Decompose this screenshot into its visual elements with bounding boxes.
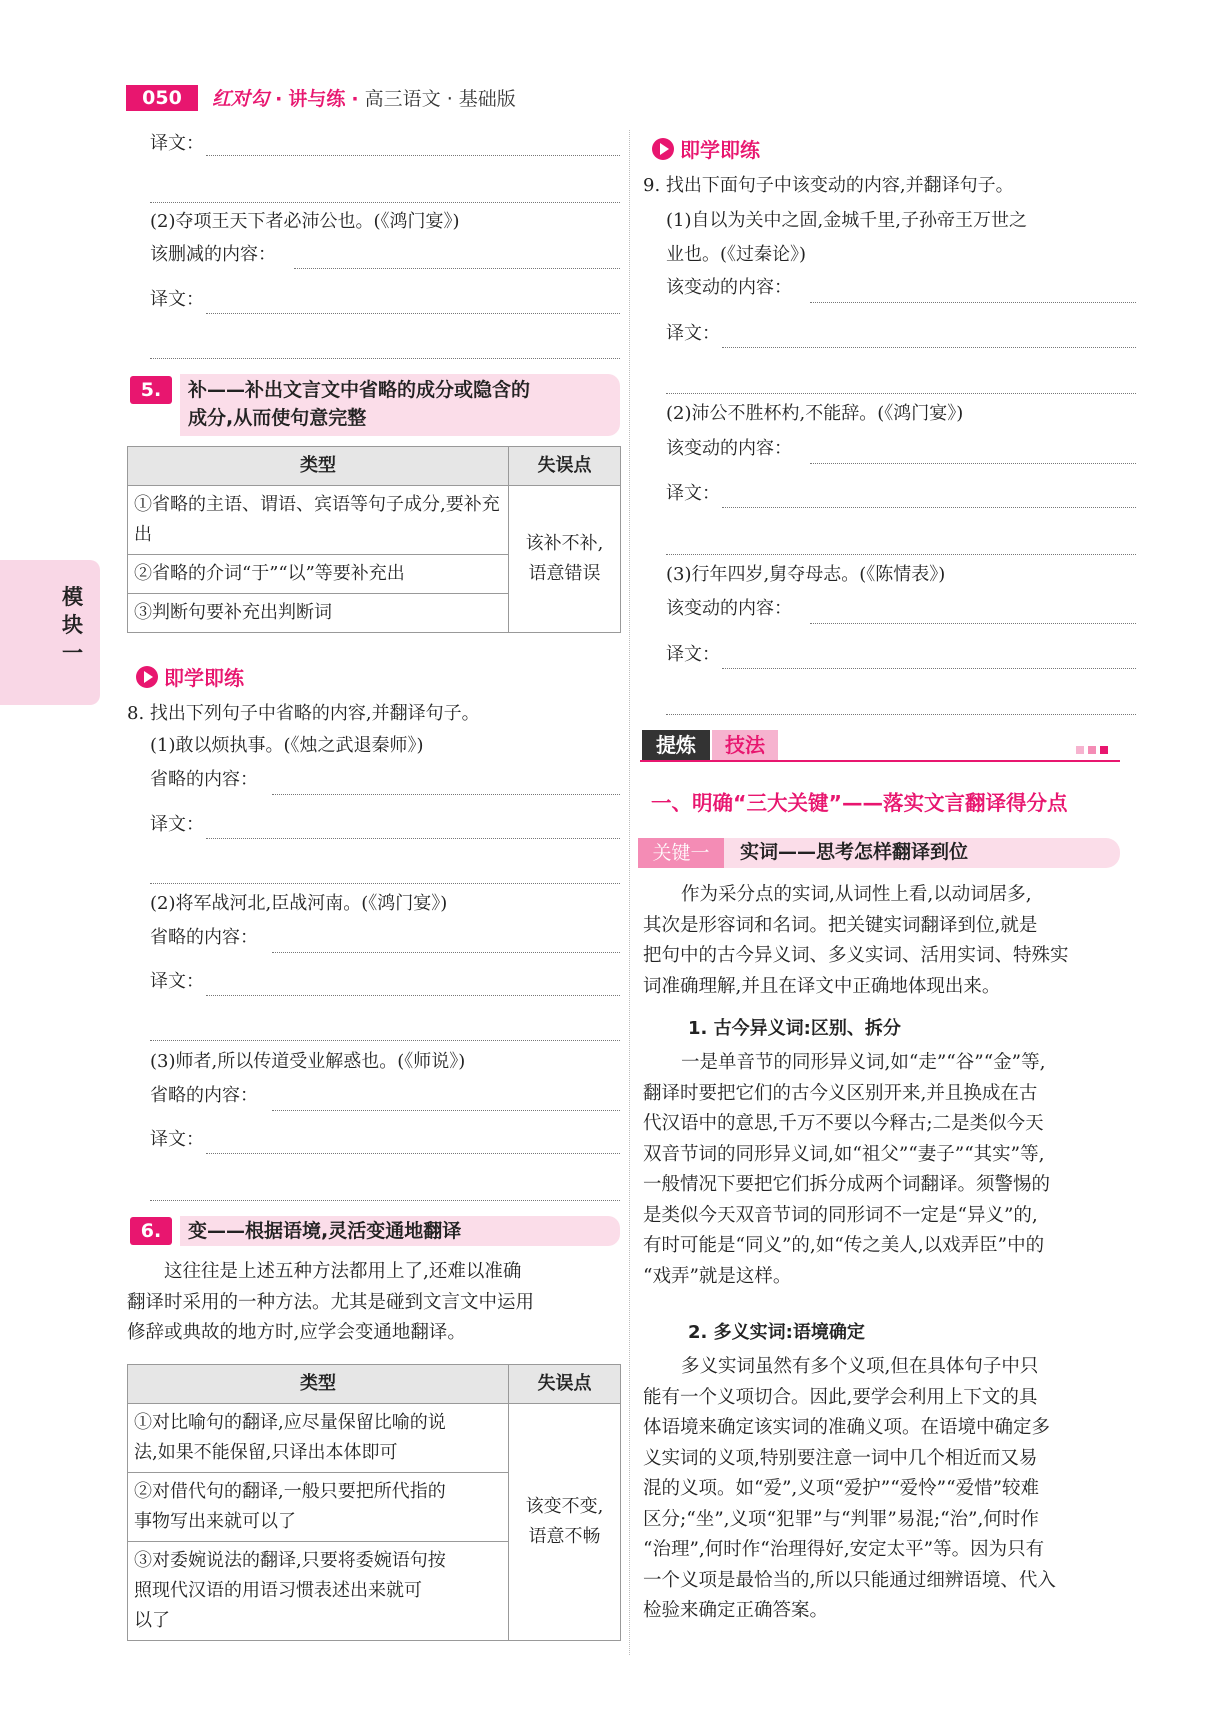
cell-line: 以了: [134, 1610, 170, 1631]
page-number: 050: [126, 85, 198, 111]
question-item: (1)自以为关中之固,金城千里,子孙帝王万世之: [666, 210, 1027, 231]
answer-line[interactable]: [206, 155, 620, 156]
brand-logo: 红对勾: [212, 88, 270, 110]
question-title: 9. 找出下面句子中该变动的内容,并翻译句子。: [643, 175, 1014, 196]
para-line: 把句中的古今异义词、多义实词、活用实词、特殊实: [643, 945, 1069, 966]
answer-line[interactable]: [722, 668, 1136, 669]
section-number: 6.: [130, 1217, 172, 1245]
answer-line[interactable]: [294, 268, 620, 269]
para-line: 双音节词的同形异义词,如“祖父”“妻子”“其实”等,: [643, 1143, 1045, 1165]
side-tab-label: 模块一: [62, 585, 83, 665]
para-line: 修辞或典故的地方时,应学会变通地翻译。: [127, 1322, 466, 1343]
answer-line[interactable]: [722, 347, 1136, 348]
question-item: 业也。(《过秦论》): [666, 244, 807, 265]
practice-title: 即学即练: [164, 666, 244, 690]
header-title: 高三语文 · 基础版: [364, 88, 516, 110]
table-header: 类型: [128, 447, 509, 486]
translation-label: 译文：: [666, 644, 720, 665]
translation-label: 译文：: [150, 814, 204, 835]
cell-line: ②对借代句的翻译,一般只要把所代指的: [134, 1481, 446, 1502]
cell-line: 法,如果不能保留,只译出本体即可: [134, 1442, 398, 1463]
error-text: 该补不补,: [525, 533, 604, 554]
omission-table: [127, 446, 621, 633]
answer-line[interactable]: [272, 794, 620, 795]
cell-line: ①对比喻句的翻译,应尽量保留比喻的说: [134, 1412, 446, 1433]
translation-label: 译文：: [150, 133, 204, 154]
section-title: 变——根据语境,灵活变通地翻译: [188, 1220, 462, 1242]
para-line: 一是单音节的同形异义词,如“走”“谷”“金”等,: [681, 1052, 1046, 1073]
key-paragraph: [643, 1352, 1137, 1627]
book-header: [212, 84, 516, 111]
table-header: 失误点: [509, 447, 621, 486]
para-line: “戏弄”就是这样。: [643, 1265, 792, 1287]
answer-line[interactable]: [666, 554, 1136, 555]
key-title: 实词——思考怎样翻译到位: [740, 841, 969, 863]
answer-line[interactable]: [150, 202, 620, 203]
omit-label: 省略的内容：: [150, 1085, 258, 1106]
question-item: (2)夺项王天下者必沛公也。(《鸿门宴》): [150, 211, 460, 232]
table-row: [128, 486, 621, 555]
error-cell: [509, 486, 621, 633]
error-cell: [509, 1404, 621, 1641]
error-text: 语意错误: [528, 563, 601, 584]
answer-line[interactable]: [150, 1040, 620, 1041]
para-line: 是类似今天双音节词的同形词不一定是“异义”的,: [643, 1204, 1038, 1226]
column-divider: [629, 130, 630, 1655]
para-line: 这往往是上述五种方法都用上了,还难以准确: [164, 1261, 522, 1282]
table-cell: [128, 1404, 509, 1473]
table-header: 失误点: [509, 1365, 621, 1404]
error-text: 语意不畅: [528, 1526, 601, 1547]
change-label: 该变动的内容：: [666, 598, 792, 619]
answer-line[interactable]: [810, 623, 1136, 624]
para-line: 词准确理解,并且在译文中正确地体现出来。: [643, 975, 1001, 997]
key-label: 关键一: [638, 838, 724, 868]
answer-line[interactable]: [150, 1200, 620, 1201]
para-line: 其次是形容词和名词。把关键实词翻译到位,就是: [643, 914, 1038, 936]
delete-label: 该删减的内容：: [150, 244, 276, 265]
decor-square: [1076, 746, 1084, 754]
tilian-label: 提炼: [642, 730, 710, 760]
question-item: (3)行年四岁,舅夺母志。(《陈情表》): [666, 564, 946, 585]
subheading: 2. 多义实词:语境确定: [688, 1322, 865, 1343]
translation-label: 译文：: [150, 971, 204, 992]
omit-label: 省略的内容：: [150, 769, 258, 790]
answer-line[interactable]: [150, 883, 620, 884]
answer-line[interactable]: [666, 714, 1136, 715]
para-line: 翻译时要把它们的古今义区别开来,并且换成在古: [643, 1082, 1038, 1104]
question-item: (1)敢以烦执事。(《烛之武退秦师》): [150, 735, 424, 756]
table-cell: [128, 1473, 509, 1542]
change-table: [127, 1364, 621, 1641]
question-item: (2)将军战河北,臣战河南。(《鸿门宴》): [150, 893, 448, 914]
answer-line[interactable]: [206, 313, 620, 314]
table-cell: ①省略的主语、谓语、宾语等句子成分,要补充出: [128, 486, 509, 555]
play-icon: [136, 666, 158, 688]
change-label: 该变动的内容：: [666, 438, 792, 459]
section-title: 补——补出文言文中省略的成分或隐含的: [188, 379, 531, 401]
section-number: 5.: [130, 376, 172, 404]
para-line: 代汉语中的意思,千万不要以今释古;二是类似今天: [643, 1113, 1044, 1134]
para-line: 一般情况下要把它们拆分成两个词翻译。须警惕的: [643, 1174, 1051, 1195]
subheading: 1. 古今异义词:区别、拆分: [688, 1018, 901, 1039]
para-line: 区分;“坐”,义项“犯罪”与“判罪”易混;“治”,何时作: [643, 1508, 1039, 1530]
play-icon: [652, 138, 674, 160]
para-line: “治理”,何时作“治理得好,安定太平”等。因为只有: [643, 1539, 1045, 1560]
key-paragraph: [643, 1048, 1137, 1292]
section-paragraph: [127, 1257, 621, 1349]
answer-line[interactable]: [722, 507, 1136, 508]
answer-line[interactable]: [666, 393, 1136, 394]
cell-line: 事物写出来就可以了: [134, 1511, 296, 1532]
para-line: 翻译时采用的一种方法。尤其是碰到文言文中运用: [127, 1291, 535, 1313]
header-sep: ·: [275, 88, 283, 110]
decor-square: [1088, 746, 1096, 754]
para-line: 混的义项。如“爱”,义项“爱护”“爱怜”“爱惜”较难: [643, 1478, 1040, 1499]
para-line: 能有一个义项切合。因此,要学会利用上下文的具: [643, 1386, 1038, 1408]
answer-line[interactable]: [150, 358, 620, 359]
table-header: 类型: [128, 1365, 509, 1404]
answer-line[interactable]: [206, 838, 620, 839]
practice-title: 即学即练: [680, 138, 760, 162]
header-series: 讲与练: [288, 88, 346, 110]
table-row: [128, 1404, 621, 1473]
omit-label: 省略的内容：: [150, 927, 258, 948]
question-item: (2)沛公不胜杯杓,不能辞。(《鸿门宴》): [666, 403, 964, 424]
key-paragraph: [643, 880, 1137, 1002]
translation-label: 译文：: [666, 483, 720, 504]
para-line: 作为采分点的实词,从词性上看,以动词居多,: [681, 884, 1032, 905]
translation-label: 译文：: [666, 323, 720, 344]
answer-line[interactable]: [272, 1110, 620, 1111]
answer-line[interactable]: [206, 1153, 620, 1154]
decor-square: [1100, 746, 1108, 754]
change-label: 该变动的内容：: [666, 277, 792, 298]
question-title: 8. 找出下列句子中省略的内容,并翻译句子。: [127, 703, 480, 724]
section-title: 成分,从而使句意完整: [188, 407, 367, 429]
answer-line[interactable]: [206, 995, 620, 996]
para-line: 多义实词虽然有多个义项,但在具体句子中只: [681, 1356, 1039, 1377]
answer-line[interactable]: [272, 952, 620, 953]
translation-label: 译文：: [150, 1129, 204, 1150]
question-item: (3)师者,所以传道受业解惑也。(《师说》): [150, 1051, 466, 1072]
cell-line: ③对委婉说法的翻译,只要将委婉语句按: [134, 1550, 446, 1571]
error-text: 该变不变,: [525, 1496, 604, 1517]
header-sep: ·: [351, 88, 359, 110]
answer-line[interactable]: [810, 302, 1136, 303]
table-cell: ②省略的介词“于”“以”等要补充出: [128, 555, 509, 594]
para-line: 体语境来确定该实词的准确义项。在语境中确定多: [643, 1417, 1051, 1438]
heading-main: 一、明确“三大关键”——落实文言翻译得分点: [651, 791, 1068, 815]
section-rule: [640, 760, 1120, 762]
translation-label: 译文：: [150, 289, 204, 310]
para-line: 一个义项是最恰当的,所以只能通过细辨语境、代入: [643, 1569, 1056, 1591]
answer-line[interactable]: [810, 463, 1136, 464]
table-cell: [128, 1542, 509, 1641]
para-line: 义实词的义项,特别要注意一词中几个相近而又易: [643, 1447, 1038, 1469]
jifa-label: 技法: [712, 730, 778, 760]
table-cell: ③判断句要补充出判断词: [128, 594, 509, 633]
para-line: 有时可能是“同义”的,如“传之美人,以戏弄臣”中的: [643, 1235, 1045, 1256]
para-line: 检验来确定正确答案。: [643, 1600, 829, 1621]
cell-line: 照现代汉语的用语习惯表述出来就可: [134, 1580, 422, 1601]
